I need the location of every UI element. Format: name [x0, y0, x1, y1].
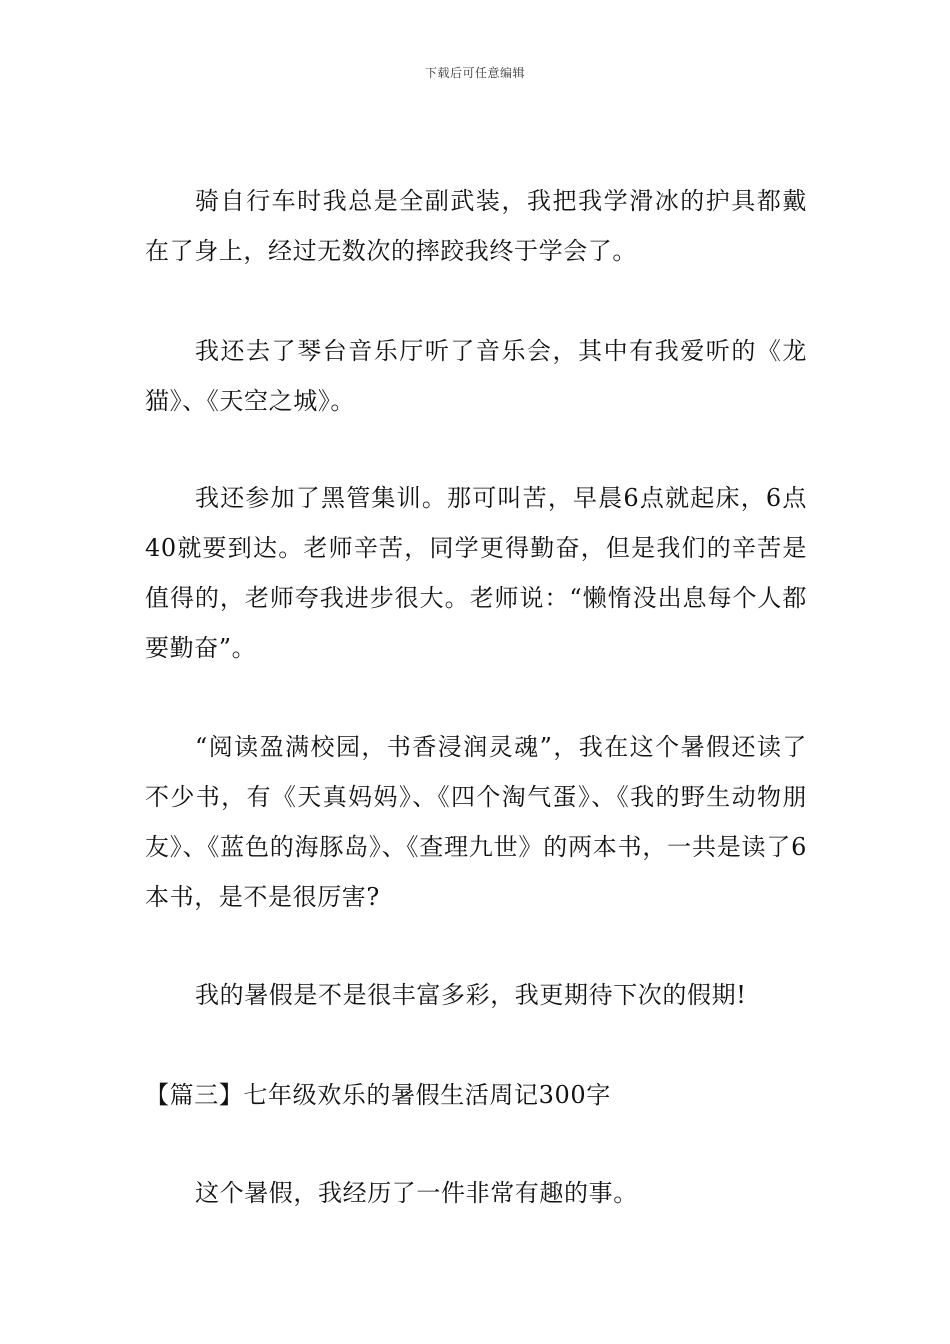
paragraph-cycling: 骑自行车时我总是全副武装，我把我学滑冰的护具都戴在了身上，经过无数次的摔跤我终于学会了。 [145, 187, 807, 265]
paragraph-clarinet-training: 我还参加了黑管集训。那可叫苦，早晨6点就起床，6点40就要到达。老师辛苦，同学更得勤奋，但是我们的辛苦是值得的，老师夸我进步很大。老师说：“懒惰没出息每个人都要勤奋”。 [145, 484, 807, 662]
section-heading: 【篇三】七年级欢乐的暑假生活周记300字 [145, 1081, 611, 1109]
page-header: 下载后可任意编辑 [424, 66, 525, 80]
paragraph-summary: 我的暑假是不是很丰富多彩，我更期待下次的假期! [195, 981, 747, 1009]
paragraph-concert: 我还去了琴台音乐厅听了音乐会，其中有我爱听的《龙猫》、《天空之城》。 [145, 337, 807, 415]
paragraph-reading: “阅读盈满校园，书香浸润灵魂”，我在这个暑假还读了不少书，有《天真妈妈》、《四个淘气蛋》、《我的野生动物朋友》、《蓝色的海豚岛》、《查理九世》的两本书，一共是读了6本书，是不是很厉害? [145, 733, 807, 911]
paragraph-closing: 这个暑假，我经历了一件非常有趣的事。 [195, 1179, 638, 1207]
